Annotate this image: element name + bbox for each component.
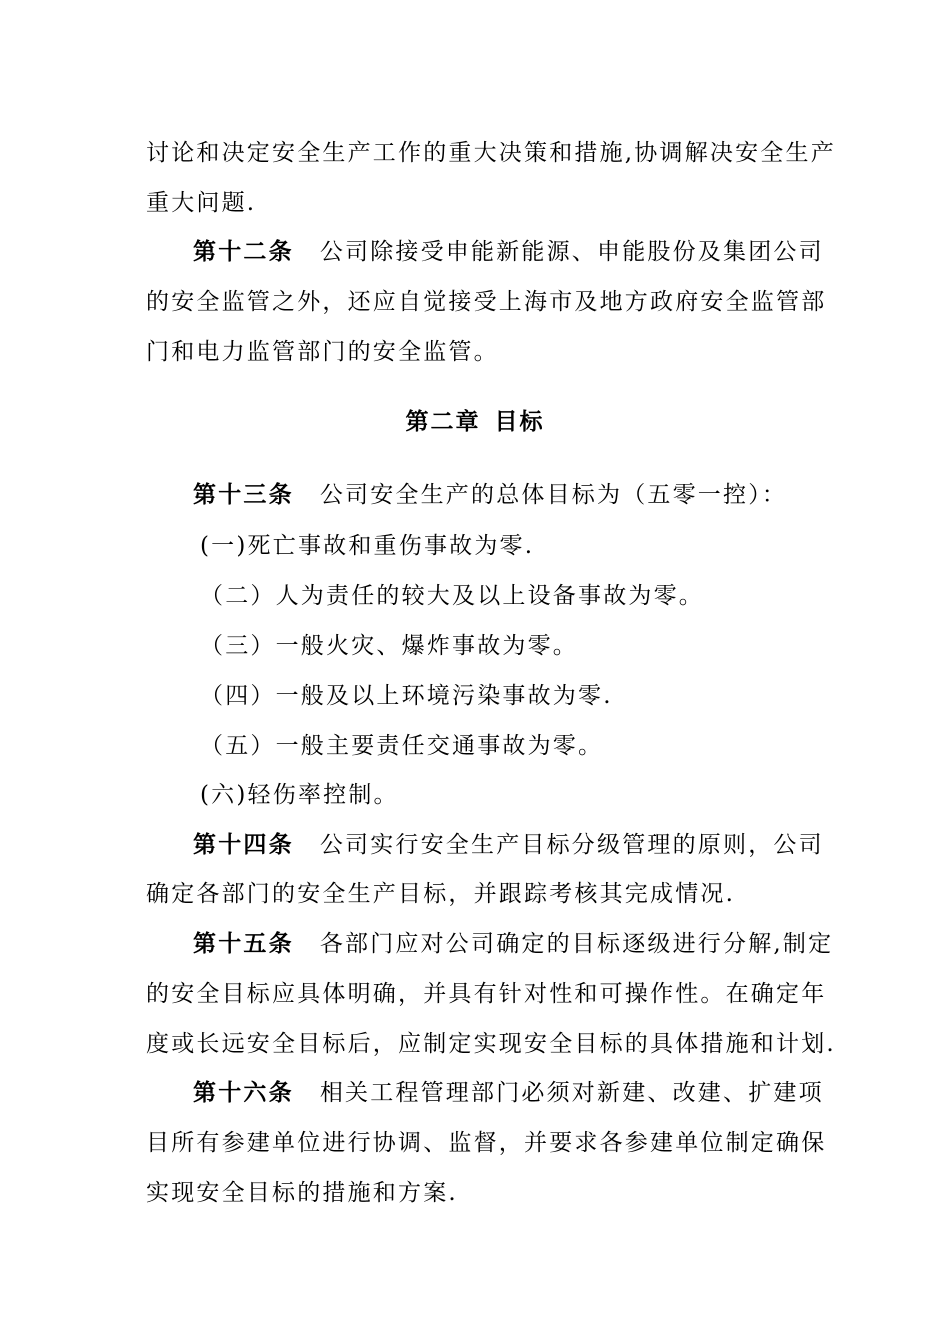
article-13-label: 第十三条 — [193, 481, 294, 508]
paragraph-line: 度或长远安全目标后，应制定实现安全目标的具体措施和计划. — [146, 1031, 836, 1057]
article-16-first-line — [193, 1078, 824, 1108]
article-15-label: 第十五条 — [193, 930, 294, 957]
chapter-heading — [0, 407, 950, 437]
chapter-number: 第二章 — [405, 408, 481, 435]
list-item: (六)轻伤率控制。 — [200, 782, 399, 808]
article-14-text: 公司实行安全生产目标分级管理的原则，公司 — [319, 832, 824, 858]
list-item: (一)死亡事故和重伤事故为零. — [200, 533, 535, 559]
article-13-first-line — [193, 480, 806, 510]
article-12-label: 第十二条 — [193, 238, 294, 265]
list-item: （二）人为责任的较大及以上设备事故为零。 — [200, 583, 704, 609]
paragraph-line: 确定各部门的安全生产目标，并跟踪考核其完成情况. — [146, 881, 736, 907]
chapter-title: 目标 — [494, 408, 545, 435]
article-15-first-line — [193, 929, 834, 959]
article-16-label: 第十六条 — [193, 1079, 294, 1106]
article-12-first-line — [193, 237, 824, 267]
list-item: （三）一般火灾、爆炸事故为零。 — [200, 633, 578, 659]
article-12-text: 公司除接受申能新能源、申能股份及集团公司 — [319, 239, 824, 265]
paragraph-line: 的安全目标应具体明确，并具有针对性和可操作性。在确定年 — [146, 981, 827, 1007]
article-16-text: 相关工程管理部门必须对新建、改建、扩建项 — [319, 1080, 824, 1106]
paragraph-line: 讨论和决定安全生产工作的重大决策和措施,协调解决安全生产 — [146, 140, 836, 166]
list-item: （五）一般主要责任交通事故为零。 — [200, 733, 604, 759]
article-14-first-line — [193, 830, 824, 860]
list-item: （四）一般及以上环境污染事故为零. — [200, 683, 613, 709]
paragraph-line: 的安全监管之外，还应自觉接受上海市及地方政府安全监管部 — [146, 289, 827, 315]
paragraph-line: 门和电力监管部门的安全监管。 — [146, 339, 499, 365]
paragraph-line: 重大问题. — [146, 190, 257, 216]
article-13-text: 公司安全生产的总体目标为（五零一控）： — [319, 482, 788, 508]
article-14-label: 第十四条 — [193, 831, 294, 858]
article-15-text: 各部门应对公司确定的目标逐级进行分解,制定 — [319, 931, 834, 957]
paragraph-line: 实现安全目标的措施和方案. — [146, 1180, 458, 1206]
paragraph-line: 目所有参建单位进行协调、监督，并要求各参建单位制定确保 — [146, 1130, 827, 1156]
